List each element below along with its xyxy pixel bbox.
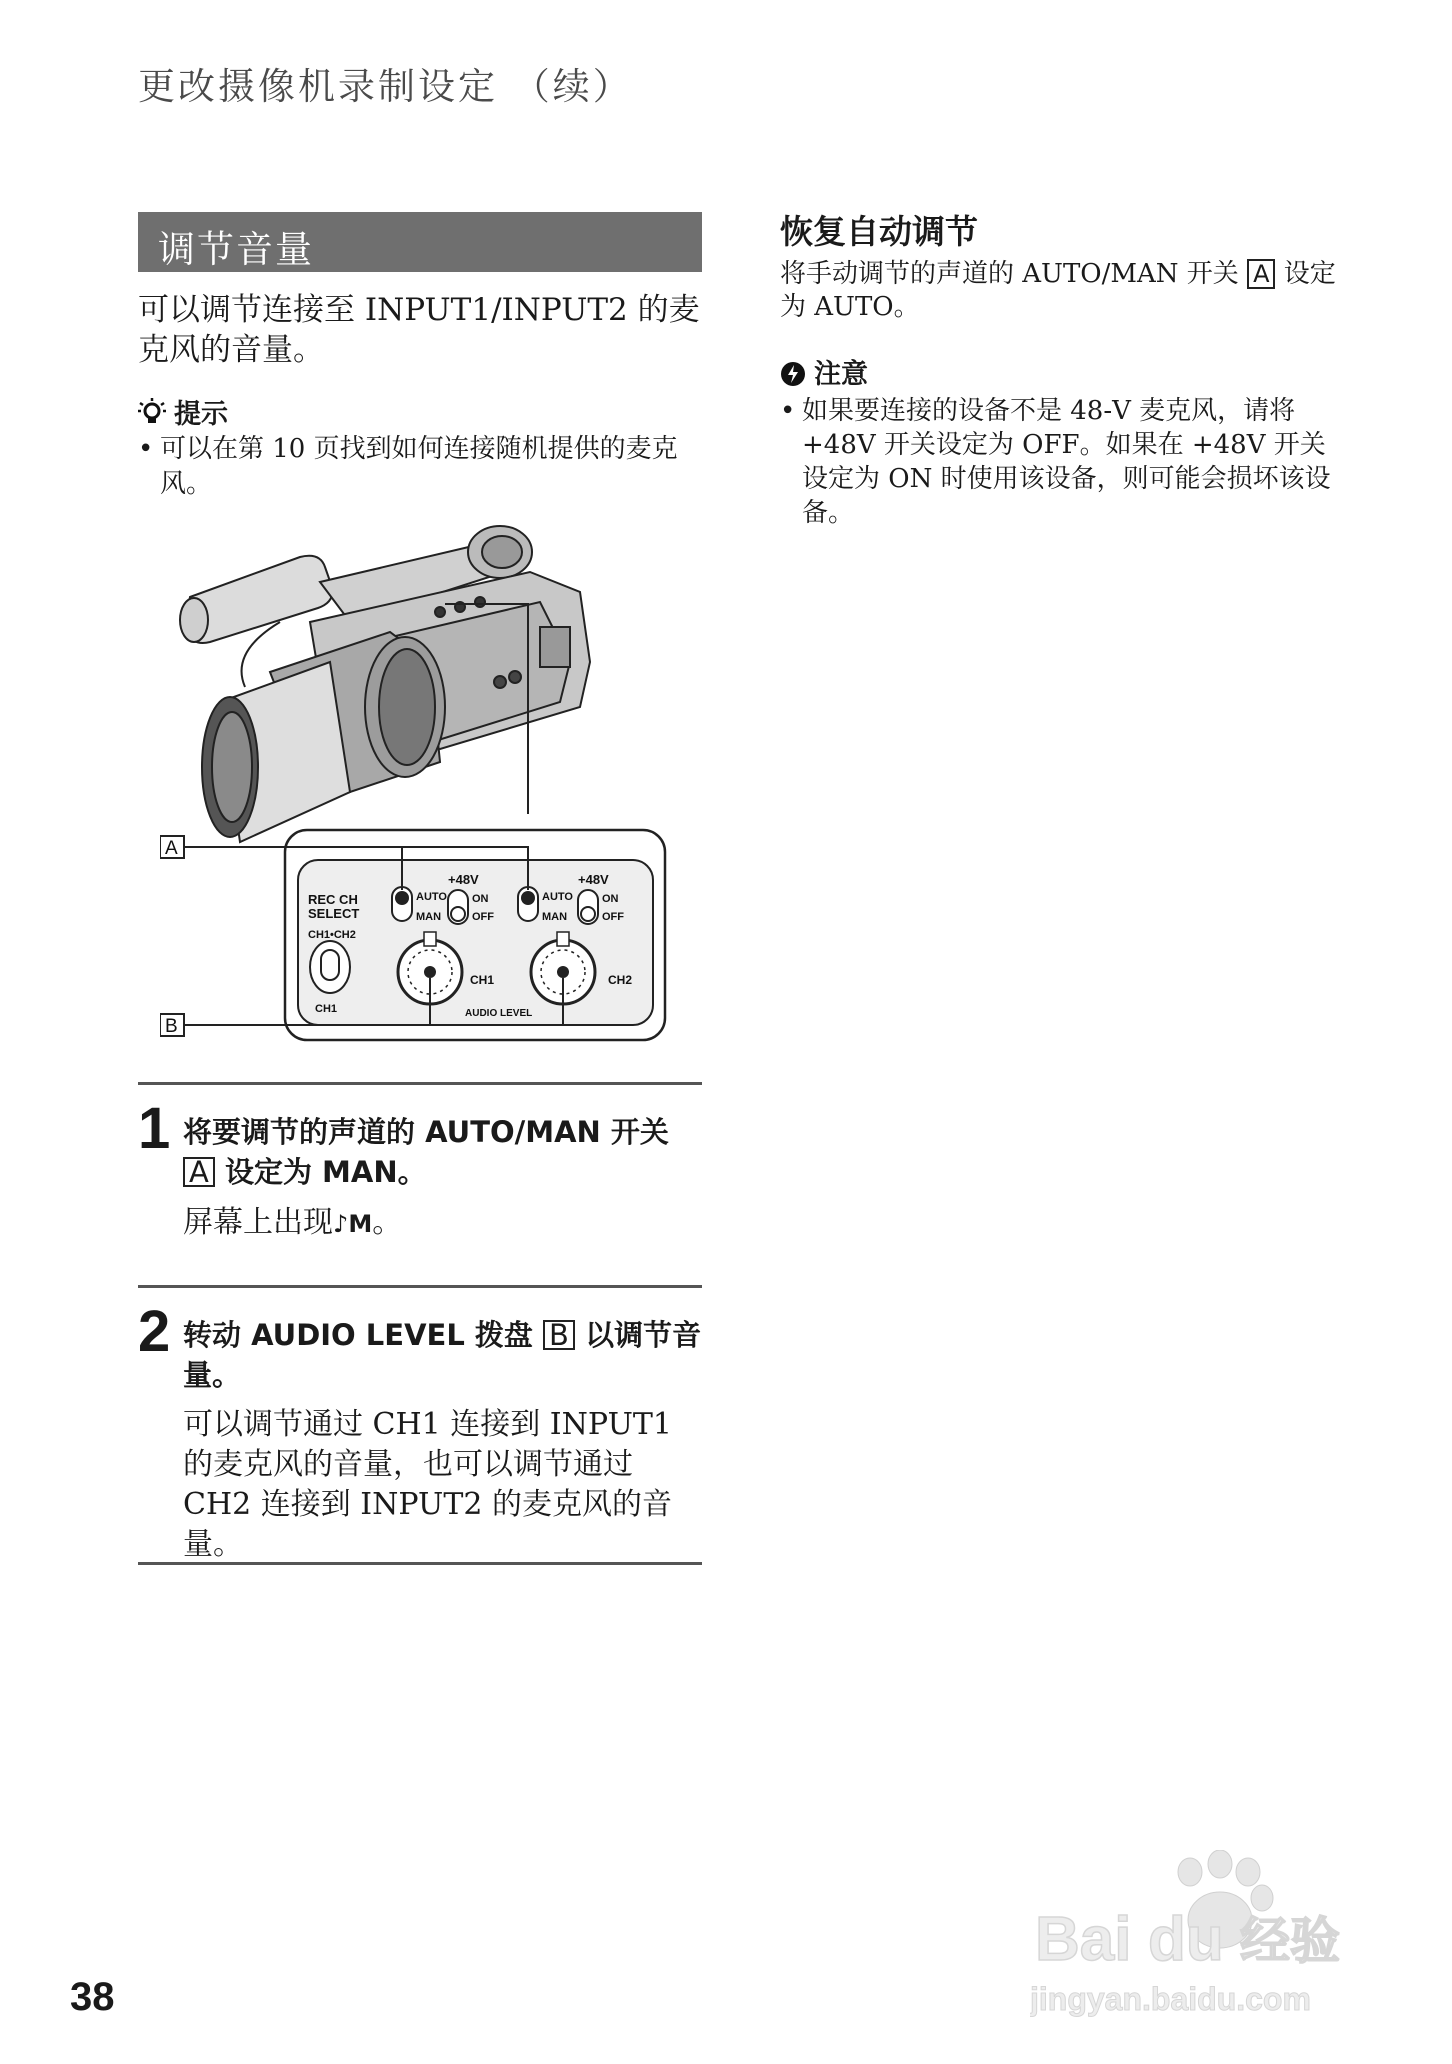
step2-body: 可以调节通过 CH1 连接到 INPUT1 的麦克风的音量，也可以调节通过 CH2 连接到 INPUT2 的麦克风的音量。: [183, 1407, 672, 1562]
note-text: 如果要连接的设备不是 48-V 麦克风，请将 +48V 开关设定为 OFF。如果在 +48V 开关设定为 ON 时使用该设备，则可能会损坏该设备。: [802, 396, 1331, 528]
svg-text:Bai: Bai: [1035, 1905, 1132, 1974]
box-a-right: A: [1247, 259, 1275, 289]
svg-text:ON: ON: [602, 893, 619, 905]
svg-text:OFF: OFF: [472, 911, 494, 923]
page-header: 更改摄像机录制设定 （续）: [138, 65, 633, 108]
baidu-jingyan-watermark: [1030, 1850, 1370, 2020]
audio-manual-icon: ♪M: [333, 1210, 373, 1238]
caution-icon: [780, 361, 806, 387]
box-b: B: [543, 1320, 575, 1350]
step1-body: 屏幕上出现♪M。: [183, 1205, 403, 1240]
svg-text:MAN: MAN: [542, 911, 568, 923]
svg-text:AUTO: AUTO: [416, 891, 447, 903]
divider-end: [138, 1562, 702, 1565]
page-number: 38: [70, 1975, 115, 2019]
tip-text: 可以在第 10 页找到如何连接随机提供的麦克风。: [160, 434, 678, 499]
step1-number: 1: [138, 1096, 171, 1161]
svg-text:jingyan.baidu.com: jingyan.baidu.com: [1030, 1981, 1311, 2017]
svg-text:OFF: OFF: [602, 911, 624, 923]
svg-text:SELECT: SELECT: [308, 906, 360, 921]
restore-auto-heading: 恢复自动调节: [780, 212, 978, 251]
svg-text:MAN: MAN: [416, 911, 442, 923]
svg-text:CH1: CH1: [470, 973, 495, 987]
rec-ch-select-label: REC CH: [308, 892, 358, 907]
label-b: B: [165, 1016, 178, 1037]
restore-auto-body: 将手动调节的声道的 AUTO/MAN 开关 A 设定为 AUTO。: [780, 259, 1336, 322]
svg-text:CH1: CH1: [315, 1003, 338, 1015]
svg-text:ON: ON: [472, 893, 489, 905]
step2-title: 转动 AUDIO LEVEL 拨盘 B 以调节音量。: [183, 1318, 702, 1392]
note-bullet: • 如果要连接的设备不是 48-V 麦克风，请将 +48V 开关设定为 OFF。如果在 +48V 开关设定为 ON 时使用该设备，则可能会损坏该设备。: [780, 394, 1340, 530]
tip-bullet: • 可以在第 10 页找到如何连接随机提供的麦克风。: [138, 432, 698, 502]
svg-text:du: du: [1148, 1905, 1224, 1974]
svg-text:经验: 经验: [1240, 1912, 1340, 1970]
audio-level-label: AUDIO LEVEL: [465, 1008, 533, 1019]
note-label: 注意: [814, 359, 868, 390]
divider-step1: [138, 1082, 702, 1085]
lightbulb-icon: [138, 398, 166, 428]
svg-text:+48V: +48V: [448, 872, 479, 887]
box-a: A: [183, 1157, 215, 1187]
tip-label: 提示: [174, 399, 228, 430]
intro-paragraph: 可以调节连接至 INPUT1/INPUT2 的麦克风的音量。: [138, 292, 700, 368]
svg-text:+48V: +48V: [578, 872, 609, 887]
divider-step2: [138, 1285, 702, 1288]
note-heading: [780, 352, 868, 391]
camcorder-illustration: [160, 512, 680, 1052]
label-a: A: [165, 838, 178, 859]
step2-number: 2: [138, 1299, 171, 1364]
section-title: 调节音量: [158, 228, 314, 271]
ch1-ch2-label: CH1•CH2: [308, 929, 356, 941]
tip-heading: [138, 392, 228, 431]
svg-text:CH2: CH2: [608, 973, 633, 987]
step1-title: 将要调节的声道的 AUTO/MAN 开关 A 设定为 MAN。: [183, 1115, 669, 1189]
svg-text:AUTO: AUTO: [542, 891, 573, 903]
